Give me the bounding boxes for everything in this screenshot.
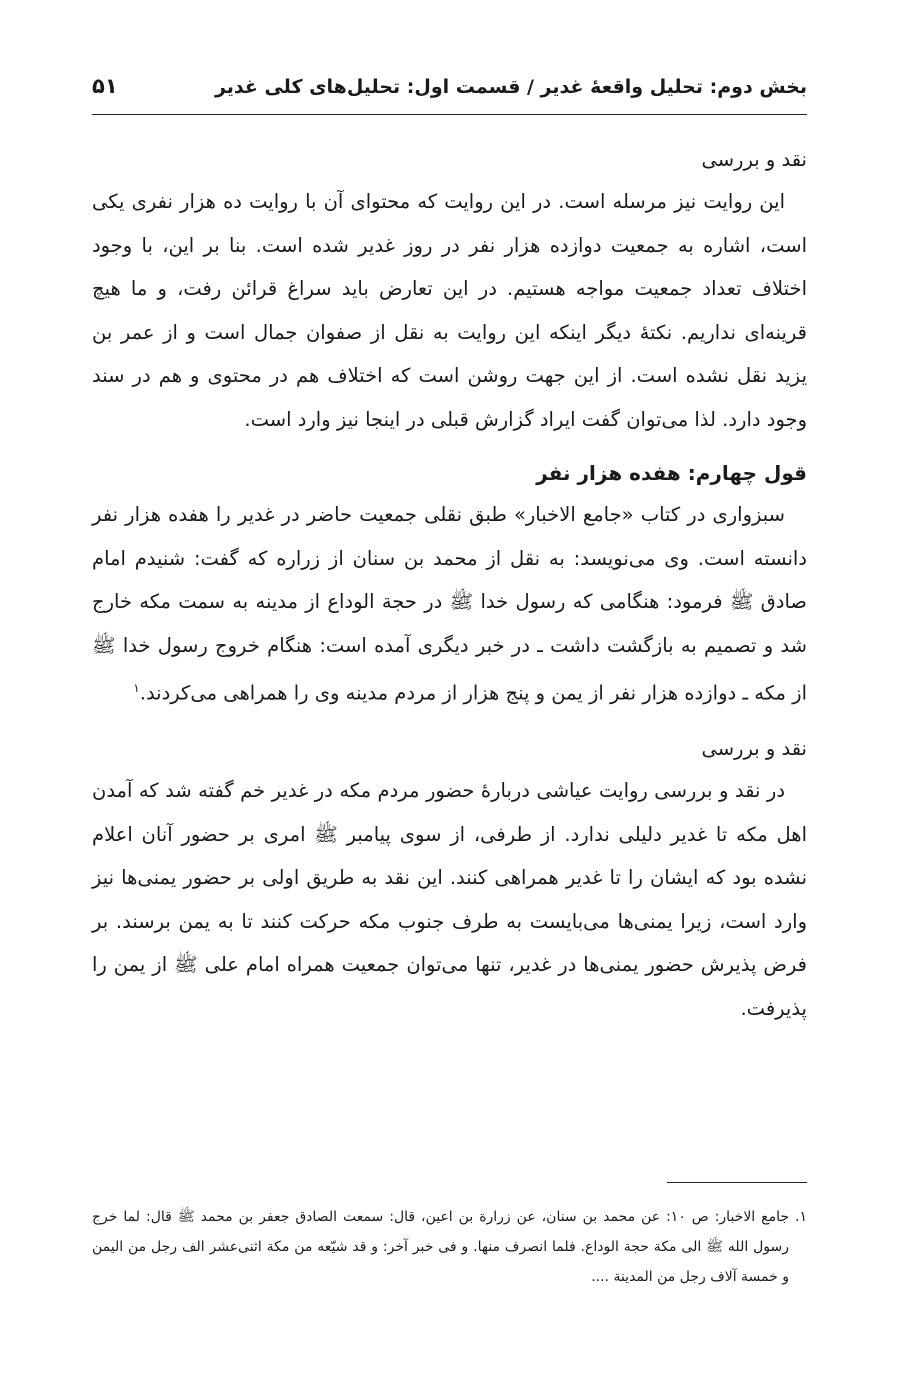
- body-paragraph: در نقد و بررسی روایت عیاشی دربارهٔ حضور مردم مکه در غدیر خم گفته شد که آمدن اهل مکه تا غدیر دلیلی ندارد. از طرفی، از سوی پیامبر ﷺ امری بر حضور آنان اعلام نشده بود که ایشان را تا غدیر همراهی کنند. این نقد به طریق اولی بر حضور یمنی‌ها نیز وارد است، زیرا یمنی‌ها می‌بایست به طرف جنوب مکه حرکت کنند تا به یمن برسند. بر فرض پذیرش حضور یمنی‌ها در غدیر، تنها می‌توان جمعیت همراه امام علی ﷺ از یمن را پذیرفت.: [92, 779, 807, 1020]
- section-subhead: نقد و بررسی: [701, 737, 807, 760]
- body-text: [92, 140, 807, 1030]
- book-page: [92, 0, 807, 1390]
- footnote-reference[interactable]: ۱: [133, 681, 140, 695]
- page-header: [92, 70, 807, 114]
- body-paragraph: [92, 493, 807, 715]
- footnotes: [92, 1202, 807, 1292]
- footnote: ۱. جامع الاخبار: ص ۱۰: عن محمد بن سنان، عن زرارة بن اعین، قال: سمعت الصادق جعفر بن محمد ﷺ قال: لما خرج رسول الله ﷺ الی مکة حجة الوداع. فلما انصرف منها. و فی خبر آخر: و قد شیّعه من مکة اثنی‌عشر الف رجل من الیمن و خمسة آلاف رجل من المدینة ....: [92, 1209, 807, 1285]
- body-paragraph: این روایت نیز مرسله است. در این روایت که محتوای آن با روایت ده هزار نفری یکی است، اشاره به جمعیت دوازده هزار نفر در روز غدیر شده است. بنا بر این، با وجود اختلاف تعداد جمعیت مواجه هستیم. در این تعارض باید سراغ قرائن رفت، و ما هیچ قرینه‌ای نداریم. نکتهٔ دیگر اینکه این روایت به نقل از صفوان جمال است و از عمر بن یزید نقل نشده است. از این جهت روشن است که اختلاف هم در محتوی و هم در سند وجود دارد. لذا می‌توان گفت ایراد گزارش قبلی در اینجا نیز وارد است.: [92, 190, 807, 431]
- footnote-rule: [667, 1182, 807, 1183]
- running-title: بخش دوم: تحلیل واقعهٔ غدیر / قسمت اول: تحلیل‌های کلی غدیر: [214, 76, 807, 98]
- paragraph-text: سبزواری در کتاب «جامع الاخبار» طبق نقلی جمعیت حاضر در غدیر را هفده هزار نفر دانسته است. وی می‌نویسد: به نقل از محمد بن سنان از زراره که گفت: شنیدم امام صادق ﷺ فرمود: هنگامی که رسول خدا ﷺ در حجة الوداع از مدینه به سمت مکه خارج شد و تصمیم به بازگشت داشت ـ در خبر دیگری آمده است: هنگام خروج رسول خدا ﷺ از مکه ـ دوازده هزار نفر از یمن و پنج هزار از مردم مدینه وی را همراهی می‌کردند.: [92, 503, 807, 705]
- header-rule: [92, 114, 807, 115]
- section-heading: قول چهارم: هفده هزار نفر: [536, 461, 807, 485]
- section-subhead: نقد و بررسی: [701, 148, 807, 171]
- page-number: ۵۱: [92, 74, 118, 98]
